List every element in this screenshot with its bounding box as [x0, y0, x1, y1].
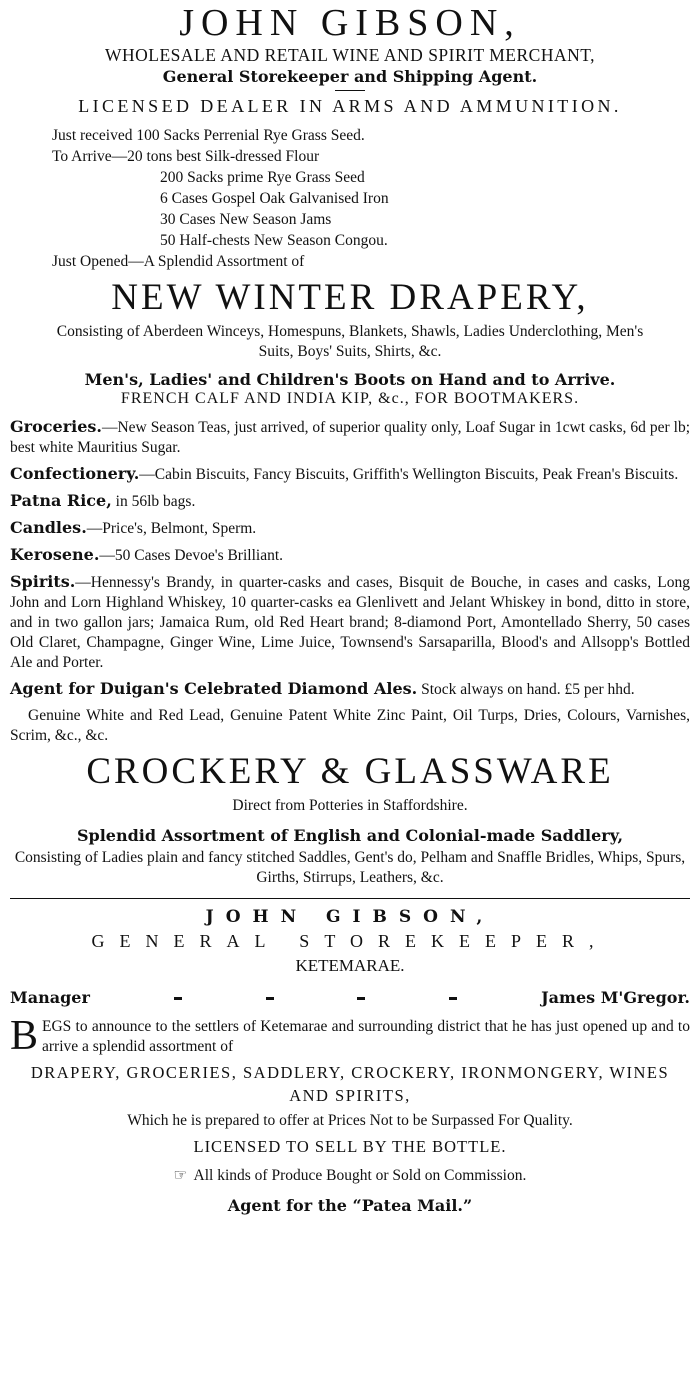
boots-heading: Men's, Ladies' and Children's Boots on Hand and to Arrive.	[84, 370, 616, 389]
rice-paragraph: Patna Rice, in 56lb bags.	[10, 491, 196, 510]
merchant-role: General Storekeeper and Shipping Agent.	[162, 67, 538, 86]
arrivals-list	[52, 125, 690, 272]
boots-subheading: FRENCH CALF AND INDIA KIP, &c., FOR BOOTMAKERS.	[120, 390, 580, 407]
pointing-hand-icon: ☞	[173, 1166, 188, 1184]
kerosene-label: Kerosene.	[10, 545, 100, 564]
announce-paragraph: BEGS to announce to the settlers of Ketemarae and surrounding district that he has just opened up and to arrive a splendid assortment of	[10, 1013, 690, 1059]
ales-label: Agent for Duigan's Celebrated Diamond Ales.	[10, 679, 418, 698]
second-ad-place: KETEMARAE.	[295, 956, 405, 975]
leader-dash	[174, 997, 182, 1000]
groceries-label: Groceries.	[10, 417, 102, 436]
paints-paragraph: Genuine White and Red Lead, Genuine Patent White Zinc Paint, Oil Turps, Dries, Colours, Varnishes, Scrim, &c., &c.	[10, 707, 690, 744]
spirits-paragraph: Spirits.—Hennessy's Brandy, in quarter-casks and cases, Bisquit de Bouche, in cases and casks, Long John and Lorn Highland Whiskey, 10 quarter-casks ea Glenlivett and Jelant Whiskey in bond, ditto in store, and in two gallon jars; Jamaica Rum, old Red Heart brand; 8-diamond Port, Amontellado Sherry, 50 cases Old Claret, Champagne, Ginger Wine, Lime Juice, Townsend's Sarsaparilla, Blood's and Allsopp's Bottled Ale and Porter.	[10, 572, 690, 671]
section-divider	[10, 898, 690, 899]
manager-label: Manager	[10, 988, 90, 1007]
ales-paragraph: Agent for Duigan's Celebrated Diamond Ales. Stock always on hand. £5 per hhd.	[10, 679, 635, 698]
arrival-item: 30 Cases New Season Jams	[160, 211, 332, 228]
merchant-name: JOHN GIBSON,	[179, 2, 521, 44]
just-opened-line: Just Opened—A Splendid Assortment of	[52, 253, 305, 270]
arrival-item: 200 Sacks prime Rye Grass Seed	[160, 169, 365, 186]
drapery-description: Consisting of Aberdeen Winceys, Homespuns, Blankets, Shawls, Ladies Underclothing, Men's Suits, Boys' Suits, Shirts, &c.	[56, 323, 644, 360]
candles-label: Candles.	[10, 518, 87, 537]
arrival-item: 6 Cases Gospel Oak Galvanised Iron	[160, 190, 389, 207]
agent-line: Agent for the “Patea Mail.”	[227, 1196, 473, 1215]
saddlery-heading: Splendid Assortment of English and Colonial-made Saddlery,	[76, 826, 624, 845]
prices-line: Which he is prepared to offer at Prices Not to be Surpassed For Quality.	[127, 1112, 573, 1129]
leader-dash	[449, 997, 457, 1000]
received-line: Just received 100 Sacks Perrenial Rye Grass Seed.	[52, 127, 365, 144]
arrival-item: 50 Half-chests New Season Congou.	[160, 232, 388, 249]
candles-paragraph: Candles.—Price's, Belmont, Sperm.	[10, 518, 257, 537]
divider-rule	[335, 90, 365, 91]
merchant-trade: WHOLESALE AND RETAIL WINE AND SPIRIT MERCHANT,	[104, 45, 596, 65]
confectionery-label: Confectionery.	[10, 464, 140, 483]
groceries-paragraph: Groceries.—New Season Teas, just arrived, of superior quality only, Loaf Sugar in 1cwt casks, 6d per lb; best white Mauritius Sugar.	[10, 417, 690, 456]
confectionery-paragraph: Confectionery.—Cabin Biscuits, Fancy Biscuits, Griffith's Wellington Biscuits, Peak Frean's Biscuits.	[10, 464, 679, 483]
licensed-line: LICENSED TO SELL BY THE BOTTLE.	[193, 1137, 507, 1156]
kerosene-paragraph: Kerosene.—50 Cases Devoe's Brilliant.	[10, 545, 284, 564]
crockery-subheading: Direct from Potteries in Staffordshire.	[232, 797, 468, 814]
licence-line: LICENSED DEALER IN ARMS AND AMMUNITION.	[78, 96, 622, 116]
manager-line	[10, 985, 690, 1011]
produce-line: ☞ All kinds of Produce Bought or Sold on Commission.	[173, 1166, 527, 1184]
second-ad-role: GENERAL STOREKEEPER,	[91, 931, 609, 951]
manager-name: James M'Gregor.	[541, 988, 690, 1007]
goods-list: DRAPERY, GROCERIES, SADDLERY, CROCKERY, IRONMONGERY, WINES AND SPIRITS,	[30, 1063, 670, 1105]
drop-cap: B	[10, 1013, 39, 1059]
saddlery-description: Consisting of Ladies plain and fancy stitched Saddles, Gent's do, Pelham and Snaffle Bridles, Whips, Spurs, Girths, Stirrups, Leathers, &c.	[14, 849, 686, 886]
leader-dash	[266, 997, 274, 1000]
rice-label: Patna Rice,	[10, 491, 112, 510]
crockery-heading: CROCKERY & GLASSWARE	[86, 751, 614, 792]
leader-dash	[357, 997, 365, 1000]
to-arrive-line: To Arrive—20 tons best Silk-dressed Flour	[52, 148, 320, 165]
drapery-heading: NEW WINTER DRAPERY,	[111, 277, 589, 318]
second-ad-name: JOHN GIBSON,	[205, 907, 495, 927]
spirits-label: Spirits.	[10, 572, 76, 591]
